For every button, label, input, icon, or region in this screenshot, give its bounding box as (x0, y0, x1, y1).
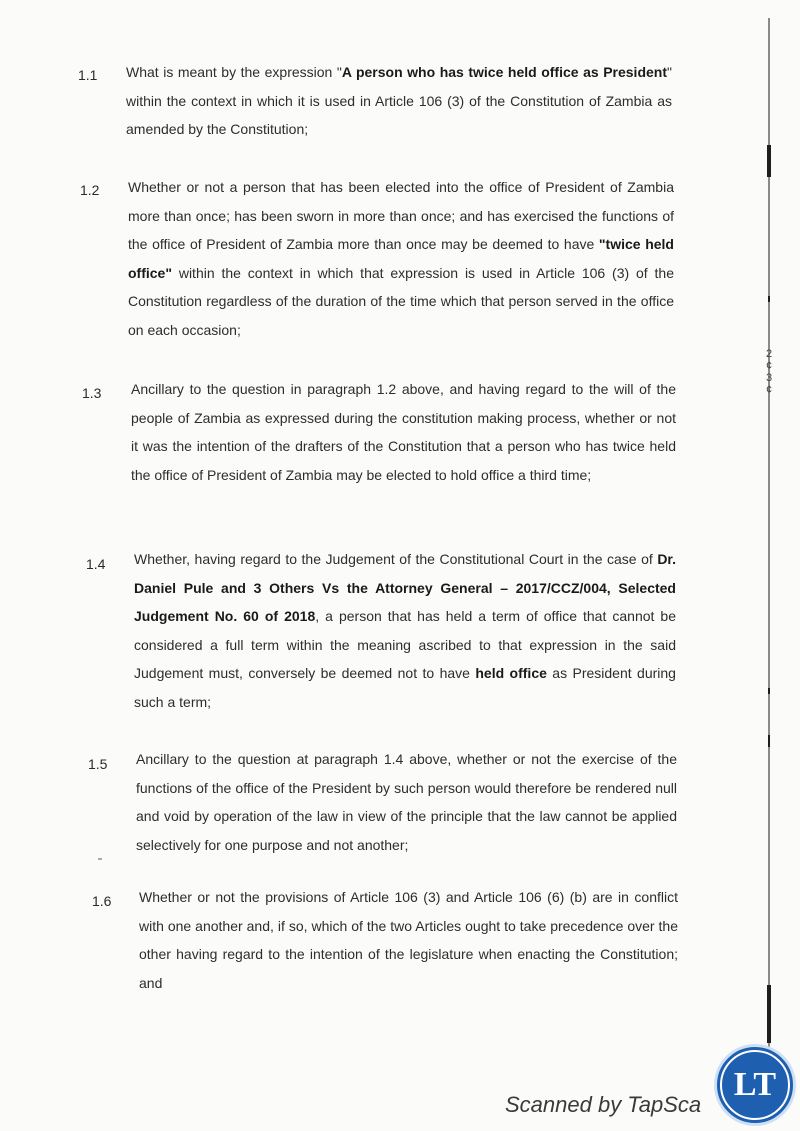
text-run: as President during such a term; (134, 665, 676, 710)
edge-mark-small-2 (768, 688, 770, 694)
edge-mark-small-3 (768, 735, 770, 747)
text-run: Ancillary to the question at paragraph 1.4 above, whether or not the exercise of the functions of the office of the President by such person would therefore be rendered null and void by operation of the law in view of the principle that the law cannot be applied selectively for one purpose and not another; (136, 751, 677, 853)
text-run: Ancillary to the question in paragraph 1.2 above, and having regard to the will of the people of Zambia as expressed during the constitution making process, whether or not it was the intention of the drafters of the Constitution that a person who has twice held the office of President of Zambia may be elected to hold office a third time; (131, 381, 676, 483)
paragraph-text (139, 883, 678, 997)
paragraph-text (134, 545, 676, 716)
text-run: , a person that has held a term of office that cannot be considered a full term within the meaning ascribed to that expression in the said Judgement must, conversely be deemed not to have (134, 608, 676, 681)
edge-mark-bottom (767, 985, 771, 1043)
text-run: Whether or not the provisions of Article 106 (3) and Article 106 (6) (b) are in conflict with one another and, if so, which of the two Articles ought to take precedence over the other having regard to the intention of the legislature when enacting the Constitution; and (139, 889, 678, 991)
edge-mark-top (767, 145, 771, 177)
bold-text-run: A person who has twice held office as President (341, 64, 667, 80)
text-run: What is meant by the expression " (126, 64, 342, 80)
lusaka-times-logo (714, 1044, 796, 1126)
paragraph-text (126, 58, 672, 144)
scanner-watermark: Scanned by TapSca (505, 1092, 702, 1117)
paragraph-text (131, 375, 676, 489)
paragraph-number: 1.6 (92, 893, 112, 909)
paragraph-text (136, 745, 677, 859)
paragraph-number: 1.3 (82, 385, 102, 401)
margin-glyphs: 2 ¢ 3 ¢ (765, 348, 773, 396)
edge-mark-small (768, 296, 770, 302)
paragraph-number: 1.2 (80, 182, 100, 198)
text-run: " within the context in which it is used in Article 106 (3) of the Constitution of Zambia as amended by the Constitution; (126, 64, 672, 137)
bold-text-run: "twice held office" (128, 236, 674, 281)
bold-text-run: held office (475, 665, 547, 681)
text-run: within the context in which that expression is used in Article 106 (3) of the Constitution regardless of the duration of the time which that person served in the office on each occasion; (128, 264, 674, 338)
text-run: Whether or not a person that has been elected into the office of President of Zambia more than once; has been sworn in more than once; and has exercised the functions of the office of President of Zambia more than once may be deemed to have (128, 179, 674, 252)
paragraph-text (128, 173, 674, 344)
logo-text: LT (720, 1050, 790, 1120)
paragraph-number: 1.1 (78, 67, 98, 83)
text-run: Whether, having regard to the Judgement of the Constitutional Court in the case of (134, 551, 658, 567)
bold-text-run: Dr. Daniel Pule and 3 Others Vs the Attorney General – 2017/CCZ/004, Selected Judgement No. 60 of 2018 (134, 551, 676, 624)
paragraph-number: 1.4 (86, 556, 106, 572)
scan-speck (98, 858, 102, 860)
paragraph-number: 1.5 (88, 756, 108, 772)
